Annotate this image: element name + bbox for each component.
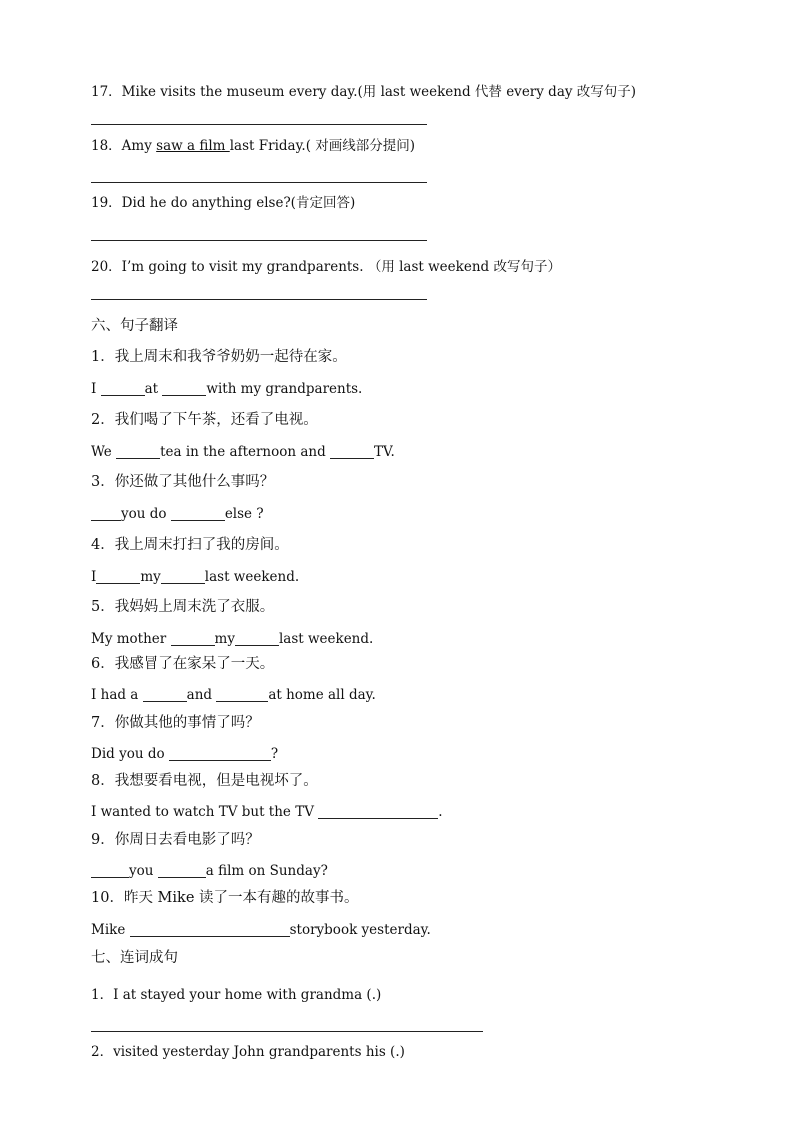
- blank: [91, 506, 121, 521]
- blank: [169, 746, 271, 761]
- t6-part-c: at home all day.: [268, 687, 376, 703]
- t5-part-c: last weekend.: [278, 631, 374, 647]
- blank: [116, 444, 160, 459]
- t7-part-b: ?: [270, 746, 279, 762]
- t9-part-b: a film on Sunday?: [205, 863, 328, 879]
- t4-part-b: my: [140, 569, 161, 585]
- question-18: [91, 137, 415, 155]
- section-6-title: 六、句子翻译: [91, 318, 178, 334]
- blank: [101, 381, 145, 396]
- translation-6-chinese: 6．我感冒了在家呆了一天。: [91, 656, 275, 672]
- q18-suffix: last Friday.( 对画线部分提问): [229, 138, 416, 154]
- blank: [216, 687, 268, 702]
- t10-part-a: Mike: [91, 922, 130, 938]
- t8-part-a: I wanted to watch TV but the TV: [91, 804, 319, 820]
- t7-part-a: Did you do: [91, 746, 169, 762]
- blank: [161, 569, 205, 584]
- question-20: 20．I’m going to visit my grandparents. （用 last weekend 改写句子）: [91, 259, 561, 275]
- translation-2-chinese: 2．我们喝了下午茶，还看了电视。: [91, 412, 318, 428]
- t10-part-b: storybook yesterday.: [289, 922, 431, 938]
- q18-prefix: 18．Amy: [91, 138, 157, 154]
- translation-3-english: [91, 505, 264, 523]
- translation-4-chinese: 4．我上周末打扫了我的房间。: [91, 537, 289, 553]
- t2-part-b: tea in the afternoon and: [160, 444, 331, 460]
- q18-underlined-phrase: saw a film: [156, 138, 230, 154]
- translation-8-english: [91, 803, 443, 821]
- answer-line-reorder-1: [91, 1031, 483, 1032]
- translation-8-chinese: 8．我想要看电视，但是电视坏了。: [91, 773, 318, 789]
- t4-part-c: last weekend.: [204, 569, 300, 585]
- translation-3-chinese: 3．你还做了其他什么事吗？: [91, 474, 275, 490]
- translation-1-chinese: 1．我上周末和我爷爷奶奶一起待在家。: [91, 349, 347, 365]
- translation-5-chinese: 5．我妈妈上周末洗了衣服。: [91, 599, 275, 615]
- blank: [235, 631, 279, 646]
- blank: [143, 687, 187, 702]
- translation-9-chinese: 9．你周日去看电影了吗？: [91, 832, 260, 848]
- answer-line-20: [91, 299, 427, 300]
- translation-7-chinese: 7．你做其他的事情了吗？: [91, 715, 260, 731]
- blank: [171, 506, 225, 521]
- translation-7-english: [91, 745, 278, 763]
- t6-part-b: and: [186, 687, 217, 703]
- blank: [171, 631, 215, 646]
- t2-part-c: TV.: [374, 444, 395, 460]
- t1-part-b: at: [144, 381, 163, 397]
- question-17: 17．Mike visits the museum every day.(用 last weekend 代替 every day 改写句子): [91, 84, 637, 100]
- translation-9-english: [91, 862, 328, 880]
- t5-part-a: My mother: [91, 631, 171, 647]
- translation-10-chinese: 10．昨天 Mike 读了一本有趣的故事书。: [91, 890, 359, 906]
- answer-line-18: [91, 182, 427, 183]
- t1-part-c: with my grandparents.: [206, 381, 363, 397]
- t6-part-a: I had a: [91, 687, 143, 703]
- blank: [162, 381, 206, 396]
- t3-part-a: you do: [121, 506, 171, 522]
- blank: [130, 922, 290, 937]
- translation-2-english: [91, 443, 395, 461]
- question-19: 19．Did he do anything else?(肯定回答): [91, 195, 356, 211]
- translation-6-english: [91, 686, 376, 704]
- t1-part-a: I: [91, 381, 101, 397]
- reorder-2: 2．visited yesterday John grandparents his (.): [91, 1044, 405, 1060]
- translation-10-english: [91, 921, 431, 939]
- translation-4-english: [91, 568, 299, 586]
- blank: [330, 444, 374, 459]
- blank: [158, 863, 206, 878]
- section-7-title: 七、连词成句: [91, 950, 178, 966]
- translation-1-english: [91, 380, 362, 398]
- t8-part-b: .: [438, 804, 443, 820]
- answer-line-19: [91, 240, 427, 241]
- t5-part-b: my: [214, 631, 235, 647]
- t2-part-a: We: [91, 444, 117, 460]
- translation-5-english: [91, 630, 373, 648]
- t3-part-b: else ?: [224, 506, 264, 522]
- answer-line-17: [91, 124, 427, 125]
- t9-part-a: you: [129, 863, 158, 879]
- blank: [91, 863, 129, 878]
- blank: [318, 804, 438, 819]
- reorder-1: 1．I at stayed your home with grandma (.): [91, 987, 382, 1003]
- blank: [96, 569, 140, 584]
- t4-part-a: I: [91, 569, 97, 585]
